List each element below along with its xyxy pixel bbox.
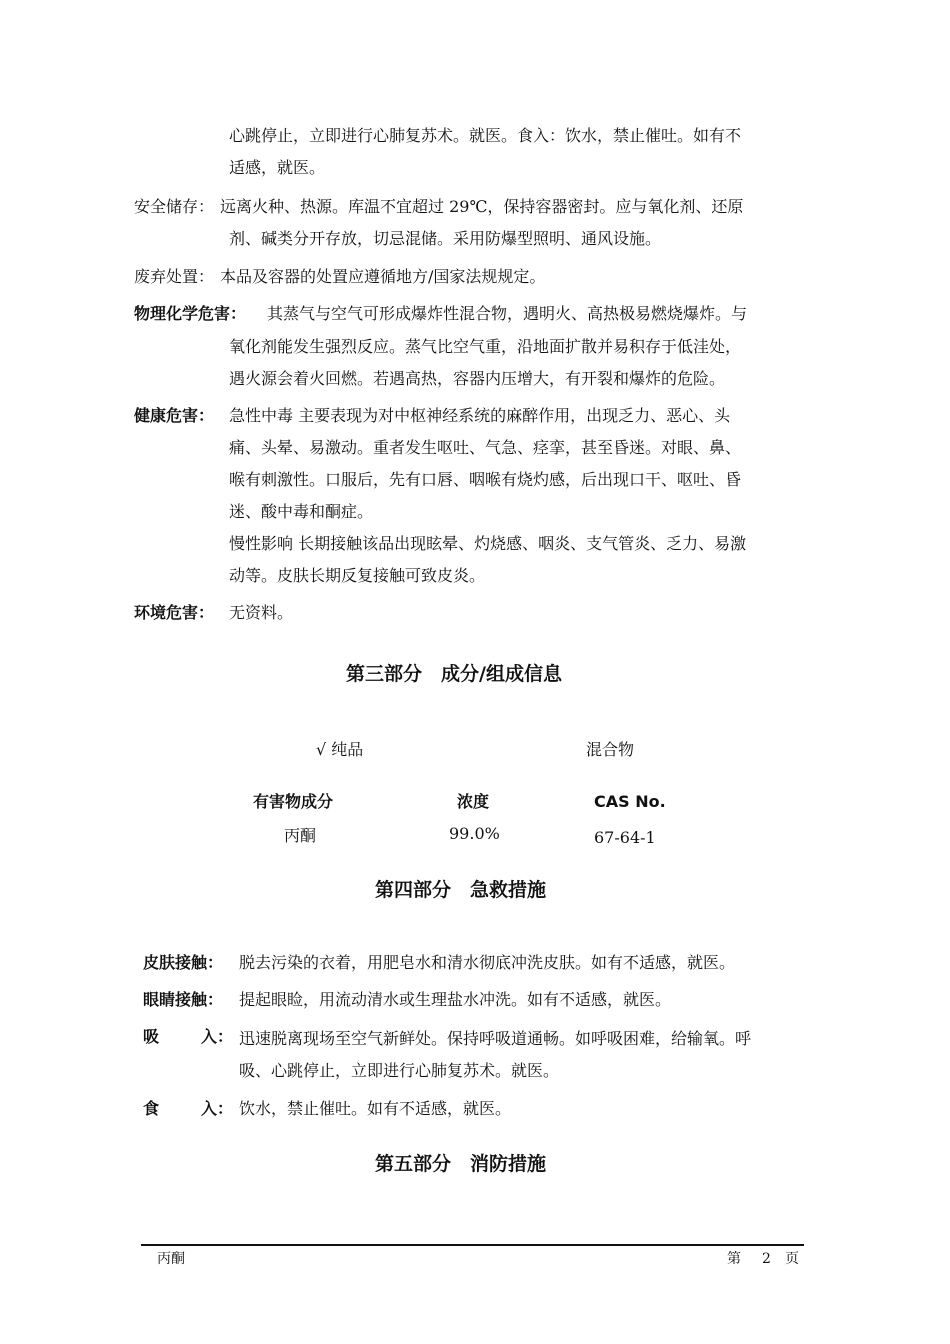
skin-contact-label: 皮肤接触：: [143, 953, 224, 972]
physchem-text-line-3: 遇火源会着火回燃。若遇高热，容器内压增大，有开裂和爆炸的危险。: [229, 369, 726, 388]
col-header-concentration: 浓度: [457, 792, 490, 811]
section4-title: 第四部分 急救措施: [375, 879, 547, 901]
env-label: 环境危害：: [134, 603, 215, 622]
ingestion-label-char-2: 入：: [201, 1099, 234, 1118]
section5-title: 第五部分 消防措施: [375, 1153, 547, 1175]
physchem-label: 物理化学危害：: [134, 304, 247, 323]
col-header-cas: CAS No.: [594, 792, 666, 811]
disposal-label: 废弃处置：: [134, 267, 215, 286]
inhalation-text-line-2: 吸、心跳停止，立即进行心肺复苏术。就医。: [239, 1061, 560, 1080]
storage-text-line-2: 剂、碱类分开存放，切忌混储。采用防爆型照明、通风设施。: [229, 229, 662, 248]
ingestion-label-char-1: 食: [143, 1099, 160, 1118]
cell-concentration: 99.0%: [449, 824, 500, 843]
physchem-text-line-1: 其蒸气与空气可形成爆炸性混合物，遇明火、高热极易燃烧爆炸。与: [267, 304, 748, 323]
section3-title: 第三部分 成分/组成信息: [346, 663, 562, 685]
storage-label: 安全储存：: [134, 197, 215, 216]
ingestion-text: 饮水，禁止催吐。如有不适感，就医。: [239, 1099, 512, 1118]
health-text-line-6: 动等。皮肤长期反复接触可致皮炎。: [229, 566, 486, 585]
footer-product-name: 丙酮: [157, 1251, 185, 1267]
footer-page-prefix: 第: [727, 1251, 741, 1267]
footer-page-suffix: 页: [785, 1251, 799, 1267]
cell-component: 丙酮: [284, 826, 317, 845]
footer-divider: [141, 1244, 804, 1246]
inhalation-text-line-1: 迅速脱离现场至空气新鲜处。保持呼吸道通畅。如呼吸困难，给输氧。呼: [239, 1029, 752, 1048]
storage-text-line-1: 远离火种、热源。库温不宜超过 29℃，保持容器密封。应与氧化剂、还原: [220, 197, 744, 216]
health-label: 健康危害：: [134, 406, 215, 425]
pure-option: √ 纯品: [316, 740, 364, 759]
health-text-line-5: 慢性影响 长期接触该品出现眩晕、灼烧感、咽炎、支气管炎、乏力、易激: [229, 534, 747, 553]
eye-contact-text: 提起眼睑，用流动清水或生理盐水冲洗。如有不适感，就医。: [239, 990, 672, 1009]
health-text-line-2: 痛、头晕、易激动。重者发生呕吐、气急、痉挛，甚至昏迷。对眼、鼻、: [229, 438, 742, 457]
cell-cas: 67-64-1: [594, 828, 656, 847]
physchem-text-line-2: 氧化剂能发生强烈反应。蒸气比空气重，沿地面扩散并易积存于低洼处，: [229, 337, 742, 356]
health-text-line-3: 喉有刺激性。口服后，先有口唇、咽喉有烧灼感，后出现口干、呕吐、昏: [229, 470, 742, 489]
health-text-line-4: 迷、酸中毒和酮症。: [229, 502, 374, 521]
env-text: 无资料。: [229, 603, 294, 622]
mixture-option: 混合物: [586, 740, 635, 759]
col-header-component: 有害物成分: [253, 792, 334, 811]
footer-page-number: 2: [762, 1251, 771, 1267]
inhalation-label-char-2: 入：: [201, 1027, 234, 1046]
continued-text-line-2: 适感，就医。: [229, 158, 326, 177]
inhalation-label-char-1: 吸: [143, 1027, 160, 1046]
health-text-line-1: 急性中毒 主要表现为对中枢神经系统的麻醉作用，出现乏力、恶心、头: [229, 406, 731, 425]
eye-contact-label: 眼睛接触：: [143, 990, 224, 1009]
disposal-text: 本品及容器的处置应遵循地方/国家法规规定。: [220, 267, 546, 286]
continued-text-line-1: 心跳停止，立即进行心肺复苏术。就医。食入：饮水，禁止催吐。如有不: [229, 126, 742, 145]
skin-contact-text: 脱去污染的衣着，用肥皂水和清水彻底冲洗皮肤。如有不适感，就医。: [239, 953, 736, 972]
